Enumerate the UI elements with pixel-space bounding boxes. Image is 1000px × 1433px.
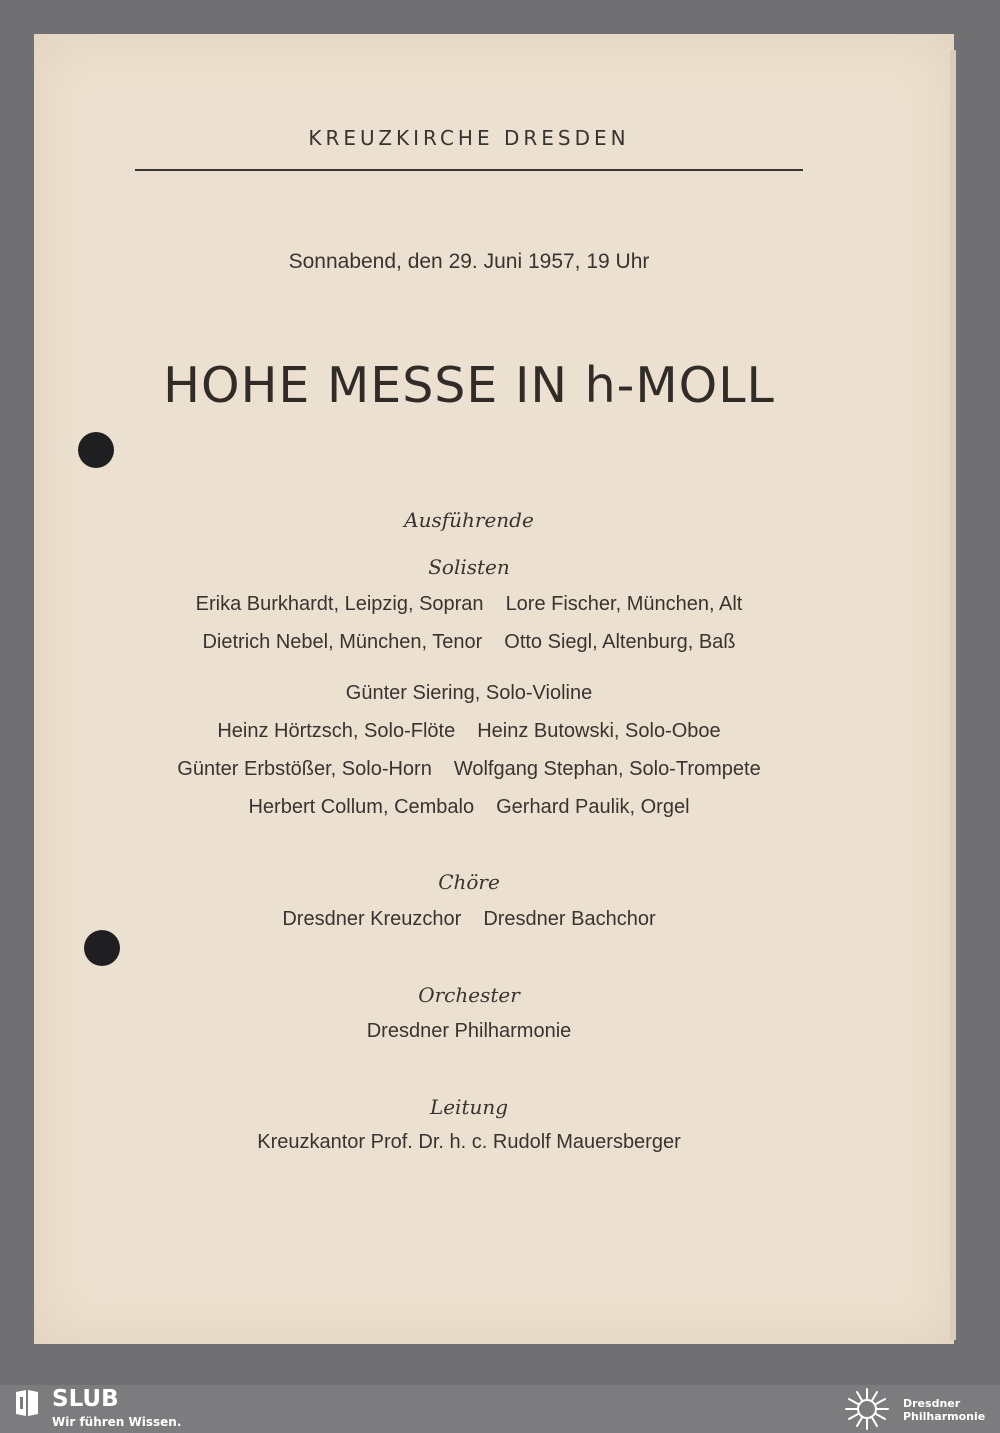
sunburst-logo-icon[interactable] — [842, 1387, 892, 1431]
orchestra-name: Dresdner Philharmonie — [366, 1020, 572, 1042]
soloist-bass: Otto Siegl, Altenburg, Baß — [504, 631, 736, 653]
soloists-row-1 — [34, 593, 904, 616]
soloists-row-2 — [34, 631, 904, 654]
performers-label: Ausführende — [404, 508, 534, 532]
soloist-oboe: Heinz Butowski, Solo-Oboe — [477, 720, 721, 742]
program-title: HOHE MESSE IN h-MOLL — [163, 357, 775, 414]
soloist-flute: Heinz Hörtzsch, Solo-Flöte — [217, 720, 456, 742]
instrumental-row-4 — [34, 796, 904, 819]
slub-tagline: Wir führen Wissen. — [52, 1415, 182, 1429]
instrumental-row-3 — [34, 758, 904, 781]
soloist-violin: Günter Siering, Solo-Violine — [345, 682, 593, 704]
soloist-horn: Günter Erbstößer, Solo-Horn — [177, 758, 432, 780]
venue-header: KREUZKIRCHE DRESDEN — [308, 126, 630, 150]
partner-name-line-1: Dresdner — [903, 1397, 961, 1410]
soloist-soprano: Erika Burkhardt, Leipzig, Sopran — [195, 593, 484, 615]
conductor-name: Kreuzkantor Prof. Dr. h. c. Rudolf Mauersberger — [257, 1131, 681, 1153]
soloists-label: Solisten — [428, 555, 510, 579]
choir-bachchor: Dresdner Bachchor — [483, 908, 656, 930]
paper-edge — [950, 50, 956, 1340]
choirs-row — [34, 908, 904, 931]
instrumental-row-1 — [34, 682, 904, 705]
soloist-alto: Lore Fischer, München, Alt — [505, 593, 743, 615]
book-icon[interactable] — [14, 1388, 40, 1418]
header-divider — [135, 169, 803, 171]
instrumental-row-2 — [34, 720, 904, 743]
conductor-label: Leitung — [429, 1095, 509, 1119]
punch-hole-top — [78, 432, 114, 468]
slub-name[interactable]: SLUB — [52, 1386, 119, 1412]
soloist-harpsichord: Herbert Collum, Cembalo — [248, 796, 475, 818]
partner-name[interactable] — [903, 1397, 985, 1423]
soloist-organ: Gerhard Paulik, Orgel — [496, 796, 690, 818]
punch-hole-bottom — [84, 930, 120, 966]
partner-name-line-2: Philharmonie — [903, 1410, 986, 1423]
orchestra-label: Orchester — [418, 983, 520, 1007]
soloist-trumpet: Wolfgang Stephan, Solo-Trompete — [453, 758, 761, 780]
concert-datetime: Sonnabend, den 29. Juni 1957, 19 Uhr — [288, 250, 650, 273]
choirs-label: Chöre — [438, 870, 500, 894]
soloist-tenor: Dietrich Nebel, München, Tenor — [202, 631, 483, 653]
choir-kreuzchor: Dresdner Kreuzchor — [282, 908, 462, 930]
